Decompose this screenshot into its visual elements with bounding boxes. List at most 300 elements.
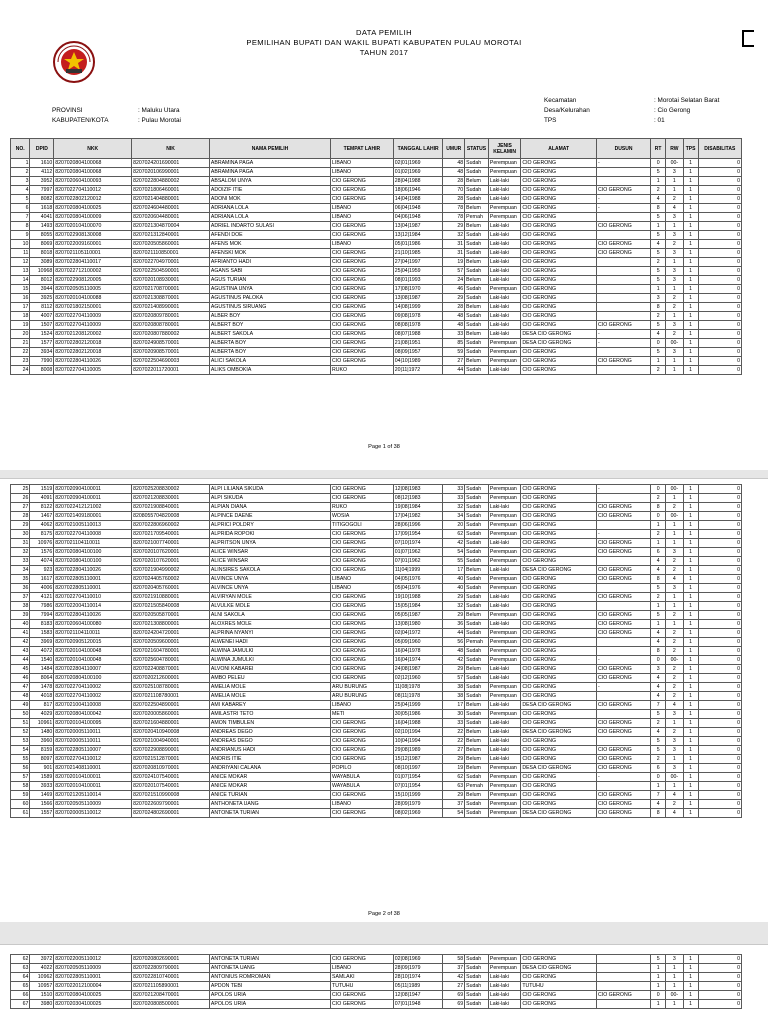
col-nik: 8207021108780001 xyxy=(132,692,210,701)
col-dusun: CIO GERONG xyxy=(597,746,651,755)
col-umur: 54 xyxy=(443,809,465,818)
col-umur: 57 xyxy=(443,674,465,683)
column-header-dpid: DPID xyxy=(30,139,54,159)
col-nkk: 8207020505110009 xyxy=(54,964,132,973)
col-tanggal-lahir: 05|01|1986 xyxy=(393,240,443,249)
col-nama: ANDRIANUS HADI xyxy=(209,746,330,755)
col-nkk: 8207022712100002 xyxy=(54,267,132,276)
col-tempat-lahir: LIBANO xyxy=(331,701,394,710)
col-rt: 5 xyxy=(651,168,666,177)
col-nama: ALVINCE UNYA xyxy=(209,575,330,584)
col-nkk: 8207020304100025 xyxy=(54,1000,132,1009)
col-nik: 8207020107540001 xyxy=(132,782,210,791)
col-tanggal-lahir: 20|11|1972 xyxy=(393,366,443,375)
col-jenis-kelamin: Perempuan xyxy=(488,800,520,809)
col-dpid: 8069 xyxy=(30,240,54,249)
col-nik: 8207021007740001 xyxy=(132,539,210,548)
col-umur: 32 xyxy=(443,231,465,240)
col-nama: ALPRIDA ROPOKI xyxy=(209,530,330,539)
col-dusun: CIO GERONG xyxy=(597,512,651,521)
col-dpid: 4062 xyxy=(30,521,54,530)
col-rw: 1 xyxy=(666,177,683,186)
col-nik: 8207021806460001 xyxy=(132,186,210,195)
table-row xyxy=(11,258,742,267)
col-no: 7 xyxy=(11,213,30,222)
col-disabilitas: 0 xyxy=(698,294,741,303)
col-rw: 2 xyxy=(666,674,683,683)
table-row xyxy=(11,602,742,611)
col-alamat: CIO GERONG xyxy=(521,665,597,674)
col-umur: 63 xyxy=(443,782,465,791)
col-nkk: 8207020804100042 xyxy=(54,710,132,719)
col-nama: ALPRITSON UNYA xyxy=(209,539,330,548)
col-status: Sudah xyxy=(465,1000,489,1009)
col-tanggal-lahir: 10|04|1994 xyxy=(393,737,443,746)
table-row xyxy=(11,665,742,674)
col-nama: ANDREAS DEGO xyxy=(209,737,330,746)
table-row xyxy=(11,321,742,330)
col-tempat-lahir: CIO GERONG xyxy=(331,312,394,321)
col-nama: AGUSTINA UNYA xyxy=(209,285,330,294)
col-rt: 1 xyxy=(651,602,666,611)
col-tanggal-lahir: 05|09|1960 xyxy=(393,638,443,647)
col-status: Belum xyxy=(465,258,489,267)
col-tempat-lahir: CIO GERONG xyxy=(331,638,394,647)
col-tanggal-lahir: 16|04|1988 xyxy=(393,719,443,728)
col-nkk: 8207020804100025 xyxy=(54,991,132,1000)
col-disabilitas: 0 xyxy=(698,674,741,683)
col-dusun: CIO GERONG xyxy=(597,240,651,249)
table-row xyxy=(11,973,742,982)
desa-label: Desa/Kelurahan xyxy=(544,107,590,114)
col-dusun xyxy=(597,177,651,186)
col-alamat: CIO GERONG xyxy=(521,602,597,611)
col-dpid: 8055 xyxy=(30,231,54,240)
col-nik: 8207021904990002 xyxy=(132,566,210,575)
col-rt: 3 xyxy=(651,294,666,303)
col-rt: 8 xyxy=(651,303,666,312)
col-rt: 5 xyxy=(651,249,666,258)
col-alamat: CIO GERONG xyxy=(521,955,597,964)
col-status: Sudah xyxy=(465,512,489,521)
col-tps: 1 xyxy=(683,357,698,366)
col-rw: 00- xyxy=(666,991,683,1000)
col-jenis-kelamin: Perempuan xyxy=(488,512,520,521)
col-jenis-kelamin: Perempuan xyxy=(488,521,520,530)
col-umur: 24 xyxy=(443,276,465,285)
col-alamat: CIO GERONG xyxy=(521,647,597,656)
col-dusun: CIO GERONG xyxy=(597,764,651,773)
col-status: Belum xyxy=(465,791,489,800)
col-nkk: 8207020804100100 xyxy=(54,548,132,557)
col-no: 60 xyxy=(11,800,30,809)
col-tanggal-lahir: 05|05|1987 xyxy=(393,611,443,620)
col-jenis-kelamin: Perempuan xyxy=(488,485,520,494)
col-jenis-kelamin: Laki-laki xyxy=(488,321,520,330)
col-alamat: CIO GERONG xyxy=(521,638,597,647)
col-nik: 8207021110850001 xyxy=(132,249,210,258)
col-rt: 1 xyxy=(651,539,666,548)
col-umur: 69 xyxy=(443,991,465,1000)
col-no: 57 xyxy=(11,773,30,782)
col-nama: ALWINA JAMULKI xyxy=(209,647,330,656)
col-dusun: CIO GERONG xyxy=(597,503,651,512)
col-nik: 8207022504590001 xyxy=(132,267,210,276)
col-umur: 31 xyxy=(443,249,465,258)
col-tempat-lahir: CIO GERONG xyxy=(331,195,394,204)
col-rt: 0 xyxy=(651,991,666,1000)
col-dpid: 1478 xyxy=(30,683,54,692)
col-dpid: 7997 xyxy=(30,186,54,195)
col-rt: 2 xyxy=(651,719,666,728)
col-rt: 8 xyxy=(651,809,666,818)
table-row xyxy=(11,982,742,991)
col-tanggal-lahir: 28|04|1988 xyxy=(393,177,443,186)
col-tempat-lahir: CIO GERONG xyxy=(331,791,394,800)
table-row xyxy=(11,195,742,204)
col-nkk: 8207021104110011 xyxy=(54,629,132,638)
col-rw: 1 xyxy=(666,973,683,982)
col-no: 27 xyxy=(11,503,30,512)
col-disabilitas: 0 xyxy=(698,204,741,213)
col-rw: 3 xyxy=(666,168,683,177)
col-status: Belum xyxy=(465,330,489,339)
col-dusun xyxy=(597,276,651,285)
col-tempat-lahir: LIBANO xyxy=(331,964,394,973)
col-tempat-lahir: CIO GERONG xyxy=(331,177,394,186)
col-alamat: CIO GERONG xyxy=(521,222,597,231)
table-row xyxy=(11,584,742,593)
col-tempat-lahir: CIO GERONG xyxy=(331,303,394,312)
col-rt: 4 xyxy=(651,638,666,647)
col-tps: 1 xyxy=(683,521,698,530)
col-tps: 1 xyxy=(683,159,698,168)
col-jenis-kelamin: Laki-laki xyxy=(488,503,520,512)
col-tanggal-lahir: 13|08|1987 xyxy=(393,294,443,303)
col-dusun: CIO GERONG xyxy=(597,321,651,330)
col-dusun: - xyxy=(597,195,651,204)
col-tempat-lahir: LIBANO xyxy=(331,575,394,584)
col-alamat: DESA CIO GERONG xyxy=(521,701,597,710)
col-tanggal-lahir: 28|09|1979 xyxy=(393,964,443,973)
col-jenis-kelamin: Perempuan xyxy=(488,773,520,782)
col-jenis-kelamin: Laki-laki xyxy=(488,665,520,674)
col-dpid: 1540 xyxy=(30,656,54,665)
col-nik: 8207022804880002 xyxy=(132,177,210,186)
col-status: Sudah xyxy=(465,683,489,692)
col-tps: 1 xyxy=(683,964,698,973)
col-no: 63 xyxy=(11,964,30,973)
col-tps: 1 xyxy=(683,674,698,683)
col-jenis-kelamin: Perempuan xyxy=(488,809,520,818)
table-row xyxy=(11,168,742,177)
col-nik: 8207021308870001 xyxy=(132,294,210,303)
col-no: 29 xyxy=(11,521,30,530)
col-rw: 2 xyxy=(666,611,683,620)
table-row xyxy=(11,683,742,692)
col-rt: 2 xyxy=(651,366,666,375)
column-header-rt: RT xyxy=(651,139,666,159)
col-nkk: 8207022804110017 xyxy=(54,258,132,267)
col-tps: 1 xyxy=(683,737,698,746)
col-disabilitas: 0 xyxy=(698,964,741,973)
col-umur: 33 xyxy=(443,330,465,339)
col-nkk: 8207022802120018 xyxy=(54,348,132,357)
col-dpid: 10957 xyxy=(30,982,54,991)
col-tps: 1 xyxy=(683,258,698,267)
col-umur: 70 xyxy=(443,186,465,195)
col-nama: ANICE TURIAN xyxy=(209,791,330,800)
col-dusun: - xyxy=(597,339,651,348)
col-umur: 58 xyxy=(443,955,465,964)
col-rw: 2 xyxy=(666,728,683,737)
col-umur: 37 xyxy=(443,964,465,973)
col-dpid: 4074 xyxy=(30,557,54,566)
col-jenis-kelamin: Laki-laki xyxy=(488,982,520,991)
col-umur: 54 xyxy=(443,548,465,557)
col-rt: 5 xyxy=(651,321,666,330)
col-tanggal-lahir: 21|10|1985 xyxy=(393,249,443,258)
col-tanggal-lahir: 08|01|1993 xyxy=(393,276,443,285)
col-rw: 2 xyxy=(666,195,683,204)
col-rw: 2 xyxy=(666,557,683,566)
table-row xyxy=(11,294,742,303)
col-status: Belum xyxy=(465,755,489,764)
col-status: Sudah xyxy=(465,312,489,321)
col-rw: 1 xyxy=(666,530,683,539)
column-header-umur: UMUR xyxy=(443,139,465,159)
col-umur: 28 xyxy=(443,177,465,186)
col-nik: 8207022806960002 xyxy=(132,521,210,530)
col-tempat-lahir: CIO GERONG xyxy=(331,593,394,602)
col-tps: 1 xyxy=(683,800,698,809)
col-alamat: CIO GERONG xyxy=(521,231,597,240)
col-nama: ADRIANA LOLA xyxy=(209,213,330,222)
col-tanggal-lahir: 11|08|1978 xyxy=(393,683,443,692)
col-tanggal-lahir: 07|01|1948 xyxy=(393,1000,443,1009)
col-tps: 1 xyxy=(683,791,698,800)
col-rw: 3 xyxy=(666,737,683,746)
col-rt: 5 xyxy=(651,231,666,240)
col-dpid: 1469 xyxy=(30,791,54,800)
col-rt: 1 xyxy=(651,620,666,629)
col-jenis-kelamin: Laki-laki xyxy=(488,186,520,195)
col-nkk: 8207022908120005 xyxy=(54,276,132,285)
col-dpid: 1510 xyxy=(30,991,54,1000)
col-tps: 1 xyxy=(683,719,698,728)
col-tempat-lahir: CIO GERONG xyxy=(331,629,394,638)
col-disabilitas: 0 xyxy=(698,973,741,982)
col-tempat-lahir: CIO GERONG xyxy=(331,746,394,755)
col-rt: 1 xyxy=(651,222,666,231)
col-nama: AGANS SABI xyxy=(209,267,330,276)
col-disabilitas: 0 xyxy=(698,494,741,503)
col-dusun xyxy=(597,638,651,647)
col-dusun: CIO GERONG xyxy=(597,222,651,231)
col-tanggal-lahir: 25|04|1999 xyxy=(393,701,443,710)
col-alamat: CIO GERONG xyxy=(521,357,597,366)
col-disabilitas: 0 xyxy=(698,276,741,285)
col-dusun xyxy=(597,647,651,656)
col-dusun: CIO GERONG xyxy=(597,755,651,764)
col-umur: 78 xyxy=(443,204,465,213)
col-umur: 62 xyxy=(443,773,465,782)
col-tps: 1 xyxy=(683,366,698,375)
col-tempat-lahir: SAMLAKI xyxy=(331,973,394,982)
kabupaten-label: KABUPATEN/KOTA xyxy=(52,117,109,124)
col-disabilitas: 0 xyxy=(698,620,741,629)
table-row xyxy=(11,557,742,566)
col-umur: 42 xyxy=(443,973,465,982)
col-disabilitas: 0 xyxy=(698,249,741,258)
col-dpid: 1618 xyxy=(30,204,54,213)
col-dusun: - xyxy=(597,530,651,539)
col-umur: 78 xyxy=(443,213,465,222)
table-row xyxy=(11,737,742,746)
col-status: Sudah xyxy=(465,964,489,973)
col-status: Sudah xyxy=(465,521,489,530)
col-dpid: 1589 xyxy=(30,773,54,782)
col-status: Sudah xyxy=(465,809,489,818)
col-tps: 1 xyxy=(683,575,698,584)
col-rw: 2 xyxy=(666,665,683,674)
col-status: Sudah xyxy=(465,719,489,728)
col-tempat-lahir: POPILO xyxy=(331,764,394,773)
col-no: 50 xyxy=(11,710,30,719)
col-disabilitas: 0 xyxy=(698,710,741,719)
col-tanggal-lahir: 27|04|1997 xyxy=(393,258,443,267)
col-nama: AFENDI DOE xyxy=(209,231,330,240)
col-status: Sudah xyxy=(465,692,489,701)
col-no: 44 xyxy=(11,656,30,665)
col-dpid: 3952 xyxy=(30,177,54,186)
col-nama: AMBO PELEU xyxy=(209,674,330,683)
col-nik: 8207021505840008 xyxy=(132,602,210,611)
col-umur: 38 xyxy=(443,692,465,701)
col-tps: 1 xyxy=(683,303,698,312)
col-dpid: 3944 xyxy=(30,285,54,294)
col-jenis-kelamin: Perempuan xyxy=(488,647,520,656)
col-tempat-lahir: CIO GERONG xyxy=(331,602,394,611)
col-nama: AGUSTINUS SIRUANG xyxy=(209,303,330,312)
col-umur: 48 xyxy=(443,168,465,177)
col-alamat: CIO GERONG xyxy=(521,285,597,294)
col-nkk: 8207022704110008 xyxy=(54,530,132,539)
col-nik: 8207022908890001 xyxy=(132,746,210,755)
table-row xyxy=(11,593,742,602)
col-disabilitas: 0 xyxy=(698,701,741,710)
col-jenis-kelamin: Perempuan xyxy=(488,168,520,177)
col-alamat: CIO GERONG xyxy=(521,782,597,791)
col-tempat-lahir: CIO GERONG xyxy=(331,485,394,494)
column-header-disabilitas: DISABILITAS xyxy=(698,139,741,159)
col-nkk: 8207021104110011 xyxy=(54,539,132,548)
col-dusun: CIO GERONG xyxy=(597,674,651,683)
col-dusun: CIO GERONG xyxy=(597,620,651,629)
col-rw: 3 xyxy=(666,746,683,755)
col-tanggal-lahir: 09|08|1978 xyxy=(393,312,443,321)
col-no: 6 xyxy=(11,204,30,213)
col-dusun: CIO GERONG xyxy=(597,357,651,366)
col-rt: 2 xyxy=(651,593,666,602)
col-tps: 1 xyxy=(683,249,698,258)
col-rt: 3 xyxy=(651,665,666,674)
table-row xyxy=(11,566,742,575)
col-dpid: 8082 xyxy=(30,195,54,204)
table-row xyxy=(11,177,742,186)
col-no: 35 xyxy=(11,575,30,584)
col-nik: 8207021708700001 xyxy=(132,285,210,294)
col-rw: 1 xyxy=(666,982,683,991)
col-no: 25 xyxy=(11,485,30,494)
col-no: 24 xyxy=(11,366,30,375)
col-disabilitas: 0 xyxy=(698,791,741,800)
col-nama: AMELIA MOLE xyxy=(209,683,330,692)
col-disabilitas: 0 xyxy=(698,557,741,566)
document-title xyxy=(0,28,768,58)
col-tempat-lahir: CIO GERONG xyxy=(331,611,394,620)
col-alamat: CIO GERONG xyxy=(521,159,597,168)
col-umur: 17 xyxy=(443,566,465,575)
col-tanggal-lahir: 04|06|1948 xyxy=(393,213,443,222)
col-tps: 1 xyxy=(683,168,698,177)
col-umur: 30 xyxy=(443,710,465,719)
col-tps: 1 xyxy=(683,231,698,240)
col-disabilitas: 0 xyxy=(698,800,741,809)
col-tempat-lahir: RUKO xyxy=(331,366,394,375)
col-status: Belum xyxy=(465,611,489,620)
col-dpid: 817 xyxy=(30,701,54,710)
col-tempat-lahir: CIO GERONG xyxy=(331,566,394,575)
col-nik: 8207021308800001 xyxy=(132,620,210,629)
col-dpid: 1583 xyxy=(30,629,54,638)
col-nik: 8207025208830002 xyxy=(132,485,210,494)
col-rt: 4 xyxy=(651,674,666,683)
col-status: Sudah xyxy=(465,710,489,719)
col-rt: 5 xyxy=(651,955,666,964)
table-row xyxy=(11,800,742,809)
col-tempat-lahir: CIO GERONG xyxy=(331,955,394,964)
col-nama: ANTONIUS ROMROMAN xyxy=(209,973,330,982)
table-row xyxy=(11,809,742,818)
col-umur: 48 xyxy=(443,312,465,321)
table-row xyxy=(11,204,742,213)
col-tanggal-lahir: 29|08|1989 xyxy=(393,746,443,755)
col-nkk: 8207020005110011 xyxy=(54,737,132,746)
col-nik: 8207021604780001 xyxy=(132,647,210,656)
col-umur: 59 xyxy=(443,348,465,357)
col-status: Sudah xyxy=(465,674,489,683)
col-rw: 3 xyxy=(666,276,683,285)
col-dusun: CIO GERONG xyxy=(597,611,651,620)
col-dusun xyxy=(597,258,651,267)
col-umur: 56 xyxy=(443,638,465,647)
col-dusun xyxy=(597,366,651,375)
col-tps: 1 xyxy=(683,494,698,503)
col-dpid: 4018 xyxy=(30,692,54,701)
table-header-row xyxy=(11,139,742,159)
col-nkk: 8207020804100025 xyxy=(54,204,132,213)
col-dpid: 8012 xyxy=(30,276,54,285)
col-tempat-lahir: CIO GERONG xyxy=(331,276,394,285)
col-disabilitas: 0 xyxy=(698,168,741,177)
col-rt: 8 xyxy=(651,204,666,213)
col-rt: 8 xyxy=(651,575,666,584)
col-alamat: DESA CIO GERONG xyxy=(521,809,597,818)
col-nama: AMI KABAREY xyxy=(209,701,330,710)
col-rw: 1 xyxy=(666,620,683,629)
col-nik: 8207022809790001 xyxy=(132,964,210,973)
